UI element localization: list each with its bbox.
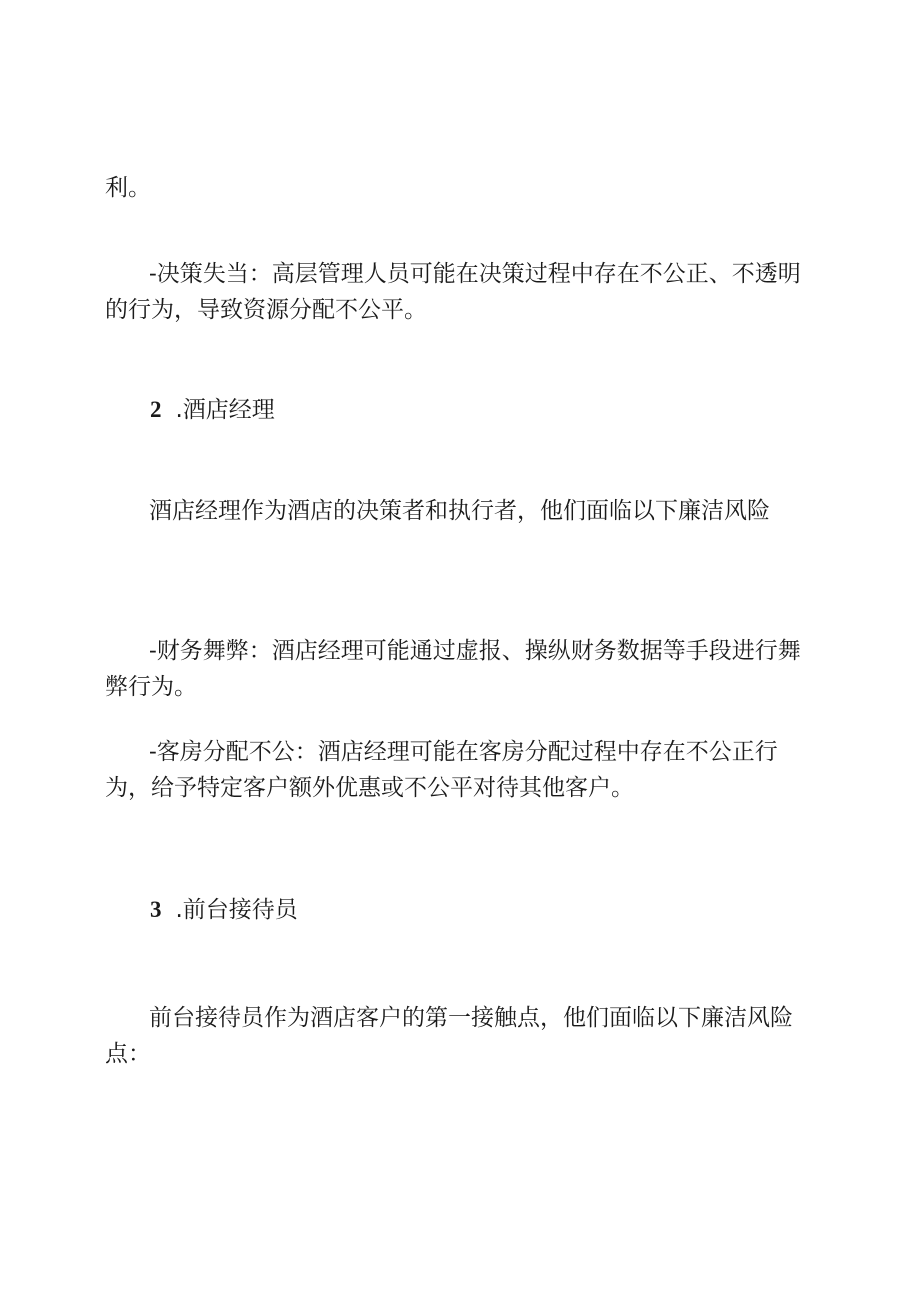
section-heading-hotel-manager bbox=[150, 392, 275, 428]
section-heading-front-desk bbox=[150, 892, 298, 928]
paragraph-manager-intro: 酒店经理作为酒店的决策者和执行者，他们面临以下廉洁风险 bbox=[149, 498, 770, 524]
paragraph-front-desk-intro: 前台接待员作为酒店客户的第一接触点，他们面临以下廉洁风险点： bbox=[105, 1005, 793, 1067]
section-number: 3 bbox=[150, 897, 162, 922]
paragraph-financial-fraud: -财务舞弊：酒店经理可能通过虚报、操纵财务数据等手段进行舞弊行为。 bbox=[105, 638, 801, 700]
paragraph-decision-failure: -决策失当：高层管理人员可能在决策过程中存在不公正、不透明的行为，导致资源分配不公平。 bbox=[105, 261, 801, 323]
paragraph-continuation: 利。 bbox=[105, 175, 151, 201]
section-title: .前台接待员 bbox=[175, 897, 298, 923]
section-number: 2 bbox=[150, 397, 162, 422]
section-title: .酒店经理 bbox=[175, 397, 275, 423]
paragraph-room-allocation: -客房分配不公：酒店经理可能在客房分配过程中存在不公正行为，给予特定客户额外优惠或不公平对待其他客户。 bbox=[105, 739, 778, 801]
